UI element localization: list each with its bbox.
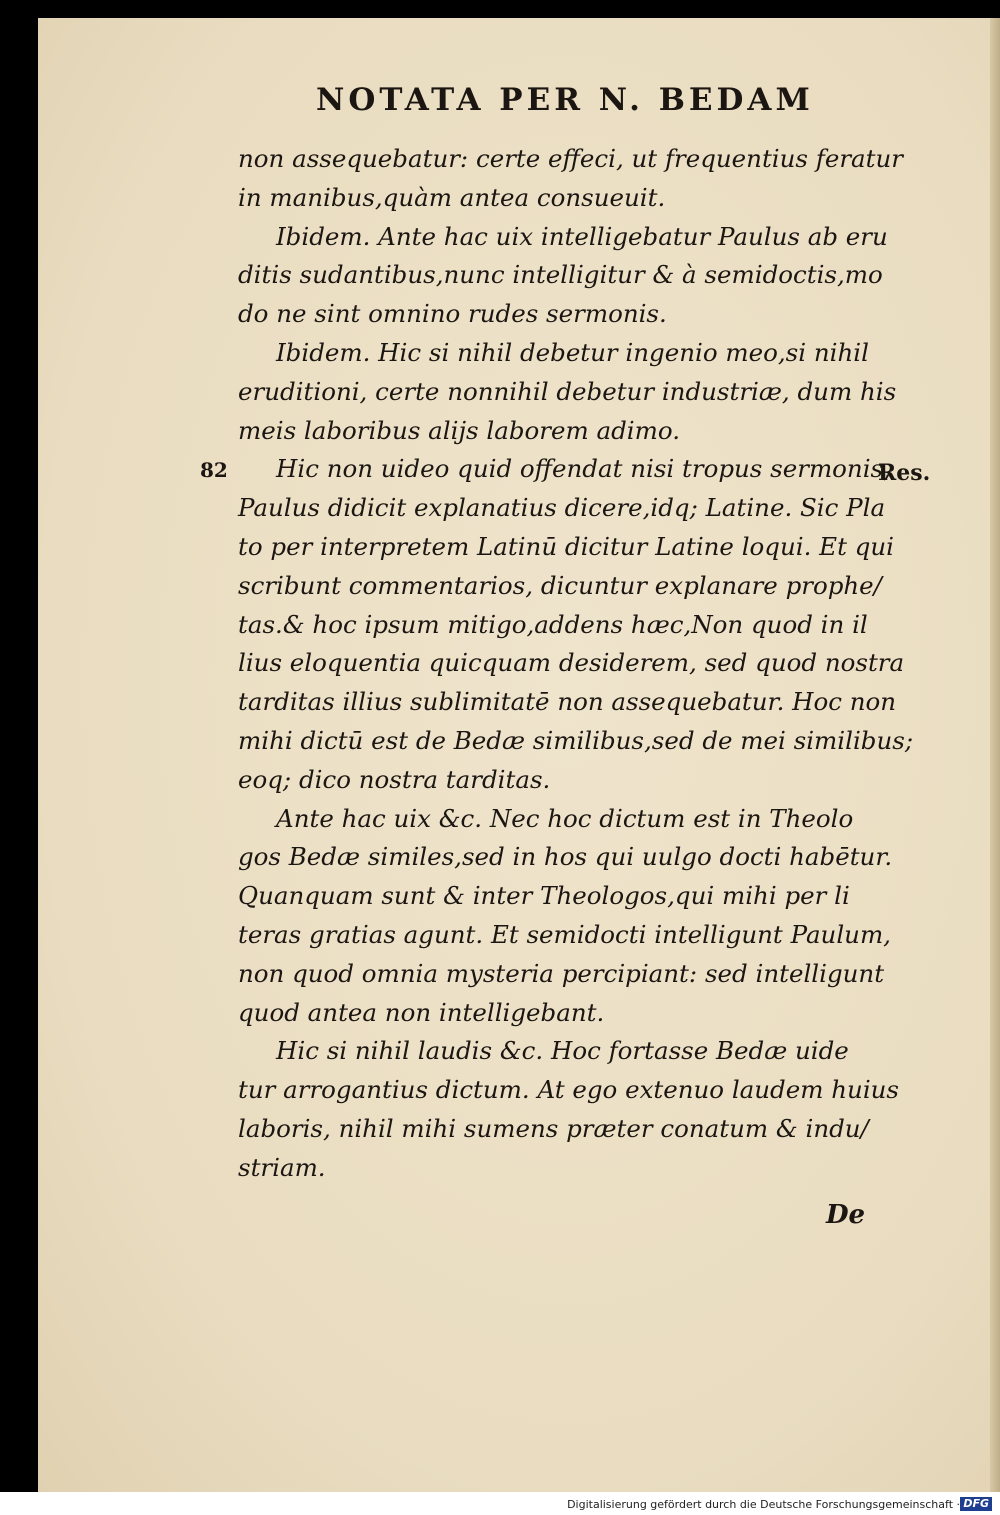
text-line: gos Bedæ similes,sed in hos qui uulgo docti habētur. — [238, 842, 893, 872]
text-line: scribunt commentarios, dicuntur explanare prophe/ — [238, 570, 882, 600]
text-line: meis laboribus alijs laborem adimo. — [238, 415, 680, 445]
text-line: Ante hac uix &c. Nec hoc dictum est in Theolo — [276, 803, 854, 833]
text-line: eruditioni, certe nonnihil debetur industriæ, dum his — [238, 376, 897, 406]
text-line: Paulus didicit explanatius dicere,idq; Latine. Sic Pla — [238, 493, 886, 523]
footer-bar — [0, 1492, 1000, 1515]
text-line: do ne sint omnino rudes sermonis. — [238, 299, 667, 329]
catchword: De — [826, 1200, 866, 1230]
text-line: tarditas illius sublimitatē non assequebatur. Hoc non — [238, 687, 897, 717]
text-line: quod antea non intelligebant. — [238, 997, 605, 1027]
text-line: striam. — [238, 1152, 326, 1182]
text-line: tas.& hoc ipsum mitigo,addens hæc,Non quod in il — [238, 609, 868, 639]
text-line: Hic non uideo quid offendat nisi tropus sermonis, — [276, 454, 891, 484]
running-head: NOTATA PER N. BEDAM — [316, 82, 814, 118]
text-line: in manibus,quàm antea consueuit. — [238, 182, 666, 212]
page-edge — [990, 18, 1000, 1492]
text-line: teras gratias agunt. Et semidocti intelligunt Paulum, — [238, 919, 891, 949]
text-line: laboris, nihil mihi sumens præter conatum & indu/ — [238, 1113, 869, 1143]
text-line: Ibidem. Ante hac uix intelligebatur Paulus ab eru — [276, 221, 888, 251]
text-line: mihi dictū est de Bedæ similibus,sed de mei similibus; — [238, 725, 914, 755]
text-line: tur arrogantius dictum. At ego extenuo laudem huius — [238, 1075, 900, 1105]
text-line: ditis sudantibus,nunc intelligitur & à semidoctis,mo — [238, 260, 883, 290]
text-line: eoq; dico nostra tarditas. — [238, 764, 551, 794]
text-line: Quanquam sunt & inter Theologos,qui mihi per li — [238, 881, 850, 911]
signature-mark: 82 — [200, 458, 228, 482]
text-line: lius eloquentia quicquam desiderem, sed quod nostra — [238, 648, 905, 678]
margin-note: Res. — [878, 460, 931, 486]
text-line: non assequebatur: certe effeci, ut frequentius feratur — [238, 144, 904, 173]
text-line: non quod omnia mysteria percipiant: sed intelligunt — [238, 958, 885, 988]
text-line: Hic si nihil laudis &c. Hoc fortasse Bedæ uide — [276, 1036, 849, 1066]
dfg-logo: DFG — [960, 1497, 992, 1511]
text-line: to per interpretem Latinū dicitur Latine loqui. Et qui — [238, 531, 894, 561]
text-line: Ibidem. Hic si nihil debetur ingenio meo,si nihil — [276, 337, 869, 367]
footer-credit: Digitalisierung gefördert durch die Deutsche Forschungsgemeinschaft · — [567, 1498, 960, 1511]
